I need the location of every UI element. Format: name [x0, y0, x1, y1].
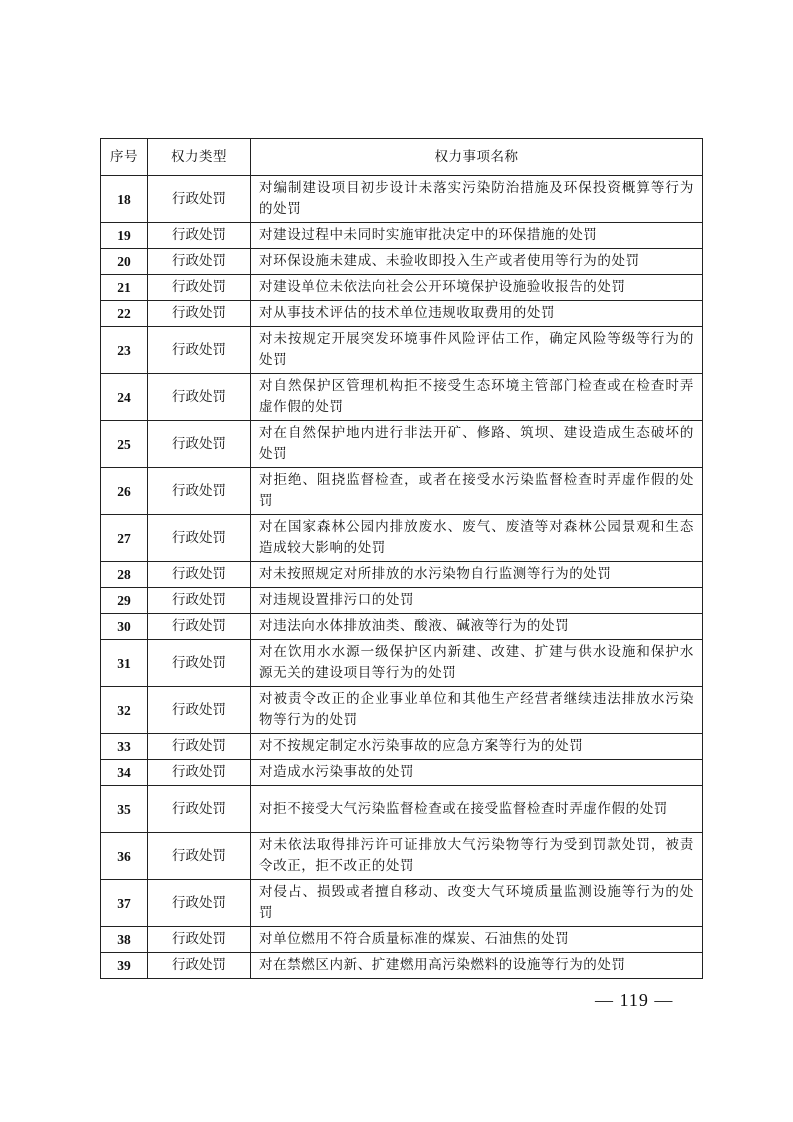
header-serial-number: 序号 [101, 139, 148, 176]
table-row [101, 833, 703, 880]
power-item-name-cell: 对未依法取得排污许可证排放大气污染物等行为受到罚款处罚，被责令改正，拒不改正的处罚 [251, 833, 703, 880]
power-item-name-cell: 对在饮用水水源一级保护区内新建、改建、扩建与供水设施和保护水源无关的建设项目等行为的处罚 [251, 640, 703, 687]
serial-number-cell: 36 [101, 833, 148, 880]
power-type-cell: 行政处罚 [148, 734, 251, 760]
power-type-cell: 行政处罚 [148, 953, 251, 979]
serial-number-cell: 21 [101, 275, 148, 301]
power-type-cell: 行政处罚 [148, 515, 251, 562]
serial-number-cell: 33 [101, 734, 148, 760]
table-row [101, 614, 703, 640]
serial-number-cell: 35 [101, 786, 148, 833]
table-row [101, 734, 703, 760]
power-item-name-cell: 对自然保护区管理机构拒不接受生态环境主管部门检查或在检查时弄虚作假的处罚 [251, 374, 703, 421]
serial-number-cell: 22 [101, 301, 148, 327]
power-item-name-cell: 对在国家森林公园内排放废水、废气、废渣等对森林公园景观和生态造成较大影响的处罚 [251, 515, 703, 562]
power-item-name-cell: 对在自然保护地内进行非法开矿、修路、筑坝、建设造成生态破坏的处罚 [251, 421, 703, 468]
power-item-name-cell: 对编制建设项目初步设计未落实污染防治措施及环保投资概算等行为的处罚 [251, 176, 703, 223]
power-item-name-cell: 对拒不接受大气污染监督检查或在接受监督检查时弄虚作假的处罚 [251, 786, 703, 833]
power-item-name-cell: 对从事技术评估的技术单位违规收取费用的处罚 [251, 301, 703, 327]
serial-number-cell: 25 [101, 421, 148, 468]
power-type-cell: 行政处罚 [148, 640, 251, 687]
serial-number-cell: 34 [101, 760, 148, 786]
power-type-cell: 行政处罚 [148, 588, 251, 614]
table-row [101, 760, 703, 786]
table-body [101, 176, 703, 979]
serial-number-cell: 26 [101, 468, 148, 515]
serial-number-cell: 38 [101, 927, 148, 953]
power-item-name-cell: 对被责令改正的企业事业单位和其他生产经营者继续违法排放水污染物等行为的处罚 [251, 687, 703, 734]
power-type-cell: 行政处罚 [148, 374, 251, 421]
header-power-item-name: 权力事项名称 [251, 139, 703, 176]
power-type-cell: 行政处罚 [148, 327, 251, 374]
power-type-cell: 行政处罚 [148, 176, 251, 223]
power-item-name-cell: 对不按规定制定水污染事故的应急方案等行为的处罚 [251, 734, 703, 760]
serial-number-cell: 18 [101, 176, 148, 223]
table-row [101, 640, 703, 687]
table-row [101, 562, 703, 588]
serial-number-cell: 20 [101, 249, 148, 275]
serial-number-cell: 28 [101, 562, 148, 588]
power-item-name-cell: 对违规设置排污口的处罚 [251, 588, 703, 614]
power-item-name-cell: 对拒绝、阻挠监督检查，或者在接受水污染监督检查时弄虚作假的处罚 [251, 468, 703, 515]
table-row [101, 223, 703, 249]
table-row [101, 927, 703, 953]
serial-number-cell: 23 [101, 327, 148, 374]
power-type-cell: 行政处罚 [148, 833, 251, 880]
table-header [101, 139, 703, 176]
header-row [101, 139, 703, 176]
header-power-type: 权力类型 [148, 139, 251, 176]
power-item-name-cell: 对建设过程中未同时实施审批决定中的环保措施的处罚 [251, 223, 703, 249]
table-row [101, 421, 703, 468]
serial-number-cell: 39 [101, 953, 148, 979]
power-item-name-cell: 对未按规定开展突发环境事件风险评估工作，确定风险等级等行为的处罚 [251, 327, 703, 374]
power-item-name-cell: 对造成水污染事故的处罚 [251, 760, 703, 786]
table-row [101, 275, 703, 301]
power-type-cell: 行政处罚 [148, 562, 251, 588]
power-item-name-cell: 对在禁燃区内新、扩建燃用高污染燃料的设施等行为的处罚 [251, 953, 703, 979]
table-row [101, 880, 703, 927]
power-item-name-cell: 对违法向水体排放油类、酸液、碱液等行为的处罚 [251, 614, 703, 640]
power-type-cell: 行政处罚 [148, 760, 251, 786]
power-type-cell: 行政处罚 [148, 223, 251, 249]
serial-number-cell: 37 [101, 880, 148, 927]
table-row [101, 176, 703, 223]
power-type-cell: 行政处罚 [148, 275, 251, 301]
page-number: — 119 — [595, 990, 674, 1010]
table-row [101, 327, 703, 374]
power-item-name-cell: 对建设单位未依法向社会公开环境保护设施验收报告的处罚 [251, 275, 703, 301]
power-type-cell: 行政处罚 [148, 880, 251, 927]
power-items-table [100, 138, 703, 979]
power-type-cell: 行政处罚 [148, 927, 251, 953]
table-row [101, 953, 703, 979]
table-row [101, 588, 703, 614]
power-item-name-cell: 对侵占、损毁或者擅自移动、改变大气环境质量监测设施等行为的处罚 [251, 880, 703, 927]
table-row [101, 468, 703, 515]
table-row [101, 249, 703, 275]
serial-number-cell: 32 [101, 687, 148, 734]
serial-number-cell: 29 [101, 588, 148, 614]
power-item-name-cell: 对单位燃用不符合质量标准的煤炭、石油焦的处罚 [251, 927, 703, 953]
table-row [101, 687, 703, 734]
table-row [101, 515, 703, 562]
table-row [101, 786, 703, 833]
power-type-cell: 行政处罚 [148, 421, 251, 468]
table-row [101, 301, 703, 327]
power-item-name-cell: 对环保设施未建成、未验收即投入生产或者使用等行为的处罚 [251, 249, 703, 275]
power-type-cell: 行政处罚 [148, 249, 251, 275]
power-type-cell: 行政处罚 [148, 786, 251, 833]
serial-number-cell: 27 [101, 515, 148, 562]
serial-number-cell: 19 [101, 223, 148, 249]
power-type-cell: 行政处罚 [148, 468, 251, 515]
power-type-cell: 行政处罚 [148, 614, 251, 640]
power-type-cell: 行政处罚 [148, 687, 251, 734]
table-row [101, 374, 703, 421]
serial-number-cell: 31 [101, 640, 148, 687]
serial-number-cell: 30 [101, 614, 148, 640]
serial-number-cell: 24 [101, 374, 148, 421]
power-type-cell: 行政处罚 [148, 301, 251, 327]
power-item-name-cell: 对未按照规定对所排放的水污染物自行监测等行为的处罚 [251, 562, 703, 588]
